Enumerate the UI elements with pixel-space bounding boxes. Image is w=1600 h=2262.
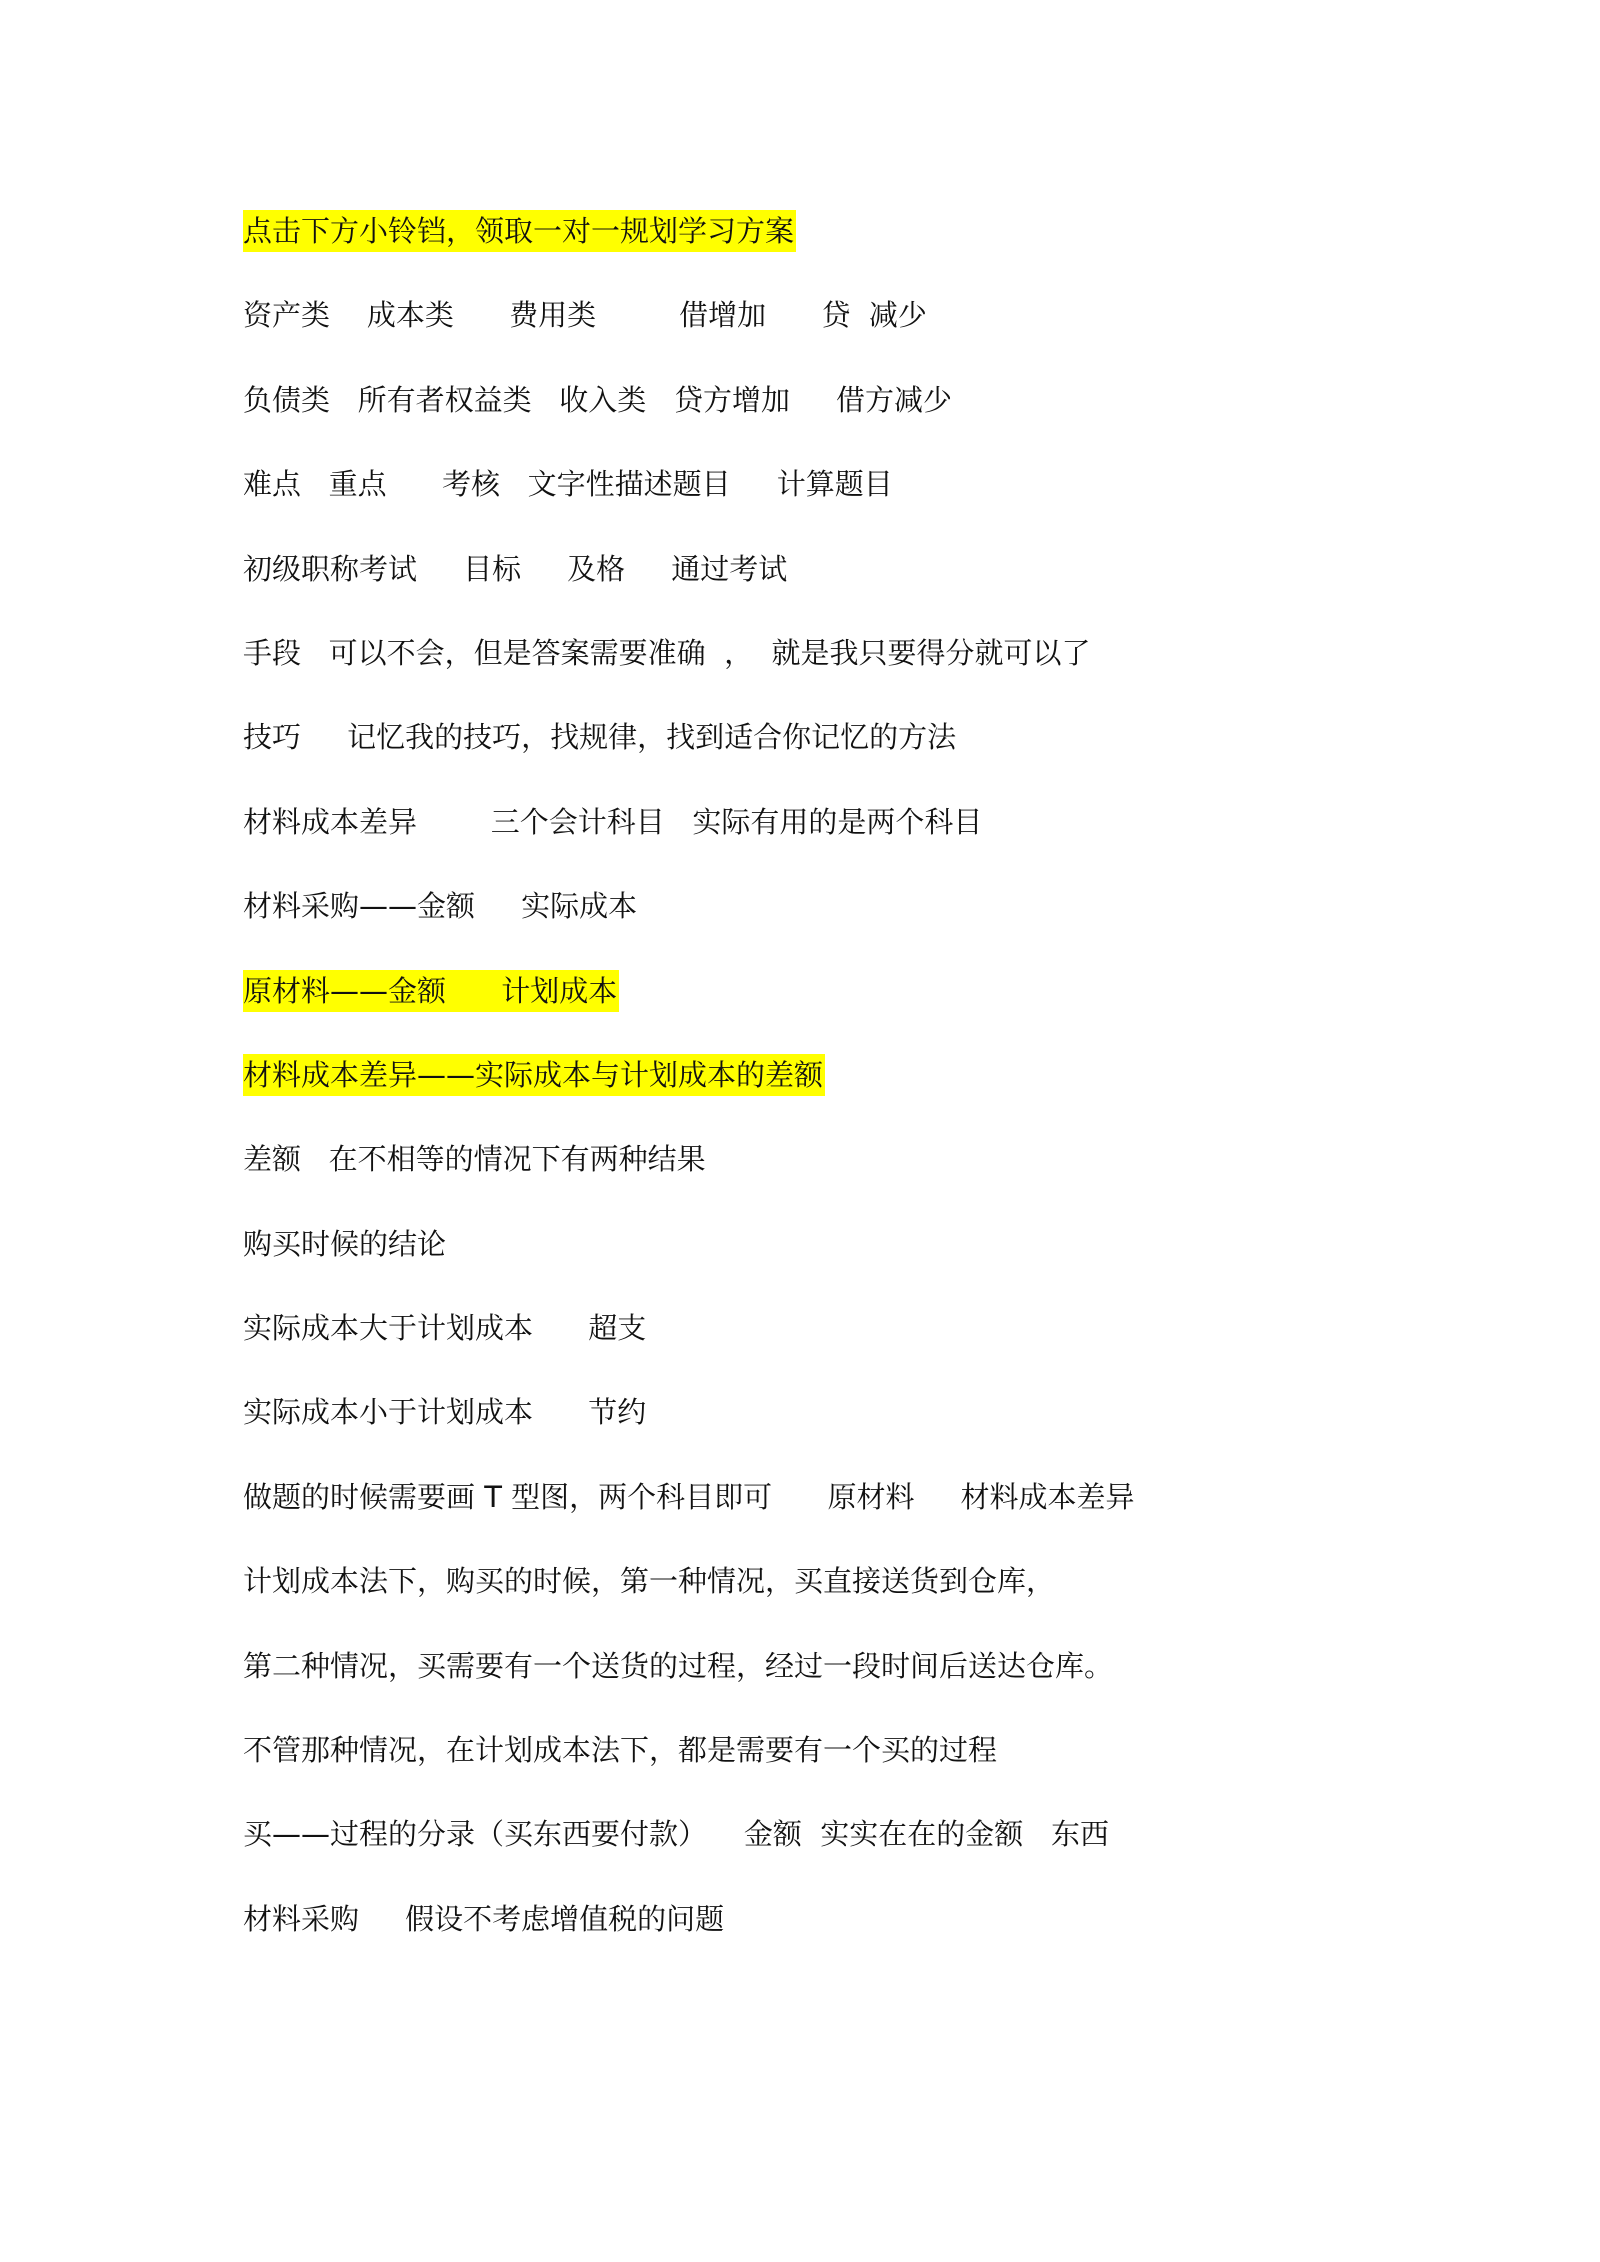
line-text: 资产类 成本类 费用类 借增加 贷 减少 bbox=[243, 298, 927, 333]
text-line bbox=[243, 632, 1443, 716]
line-text: 难点 重点 考核 文字性描述题目 计算题目 bbox=[243, 467, 893, 502]
line-text: 差额 在不相等的情况下有两种结果 bbox=[243, 1142, 706, 1177]
text-line bbox=[243, 294, 1443, 378]
line-text: 材料采购 假设不考虑增值税的问题 bbox=[243, 1901, 725, 1936]
text-line bbox=[243, 1054, 1443, 1138]
line-text: 技巧 记忆我的技巧，找规律，找到适合你记忆的方法 bbox=[243, 720, 957, 755]
line-text: 点击下方小铃铛，领取一对一规划学习方案 bbox=[243, 210, 796, 252]
text-line bbox=[243, 1898, 1443, 1982]
text-line bbox=[243, 1223, 1443, 1307]
line-text: 做题的时候需要画 T 型图，两个科目即可 原材料 材料成本差异 bbox=[243, 1479, 1135, 1514]
line-text: 实际成本小于计划成本 节约 bbox=[243, 1395, 647, 1430]
line-text: 实际成本大于计划成本 超支 bbox=[243, 1311, 647, 1346]
text-line bbox=[243, 970, 1443, 1054]
text-line bbox=[243, 1729, 1443, 1813]
line-text: 初级职称考试 目标 及格 通过考试 bbox=[243, 551, 788, 586]
line-text: 手段 可以不会，但是答案需要准确 ， 就是我只要得分就可以了 bbox=[243, 635, 1091, 670]
text-line bbox=[243, 1645, 1443, 1729]
line-text: 原材料——金额 计划成本 bbox=[243, 970, 619, 1012]
text-line bbox=[243, 1391, 1443, 1475]
text-line bbox=[243, 801, 1443, 885]
text-line bbox=[243, 1476, 1443, 1560]
document-body bbox=[243, 210, 1443, 1982]
text-line bbox=[243, 885, 1443, 969]
line-text: 买——过程的分录（买东西要付款） 金额 实实在在的金额 东西 bbox=[243, 1817, 1109, 1852]
line-text: 第二种情况，买需要有一个送货的过程，经过一段时间后送达仓库。 bbox=[243, 1648, 1114, 1683]
line-text: 材料成本差异——实际成本与计划成本的差额 bbox=[243, 1054, 825, 1096]
line-text: 购买时候的结论 bbox=[243, 1226, 447, 1261]
line-text: 计划成本法下，购买的时候，第一种情况，买直接送货到仓库， bbox=[243, 1564, 1056, 1599]
line-text: 材料采购——金额 实际成本 bbox=[243, 889, 638, 924]
text-line bbox=[243, 716, 1443, 800]
text-line bbox=[243, 1560, 1443, 1644]
line-text: 不管那种情况，在计划成本法下，都是需要有一个买的过程 bbox=[243, 1733, 998, 1768]
text-line bbox=[243, 379, 1443, 463]
text-line bbox=[243, 210, 1443, 294]
text-line bbox=[243, 548, 1443, 632]
text-line bbox=[243, 463, 1443, 547]
line-text: 负债类 所有者权益类 收入类 贷方增加 借方减少 bbox=[243, 382, 953, 417]
text-line bbox=[243, 1813, 1443, 1897]
text-line bbox=[243, 1307, 1443, 1391]
line-text: 材料成本差异 三个会计科目 实际有用的是两个科目 bbox=[243, 804, 983, 839]
text-line bbox=[243, 1138, 1443, 1222]
